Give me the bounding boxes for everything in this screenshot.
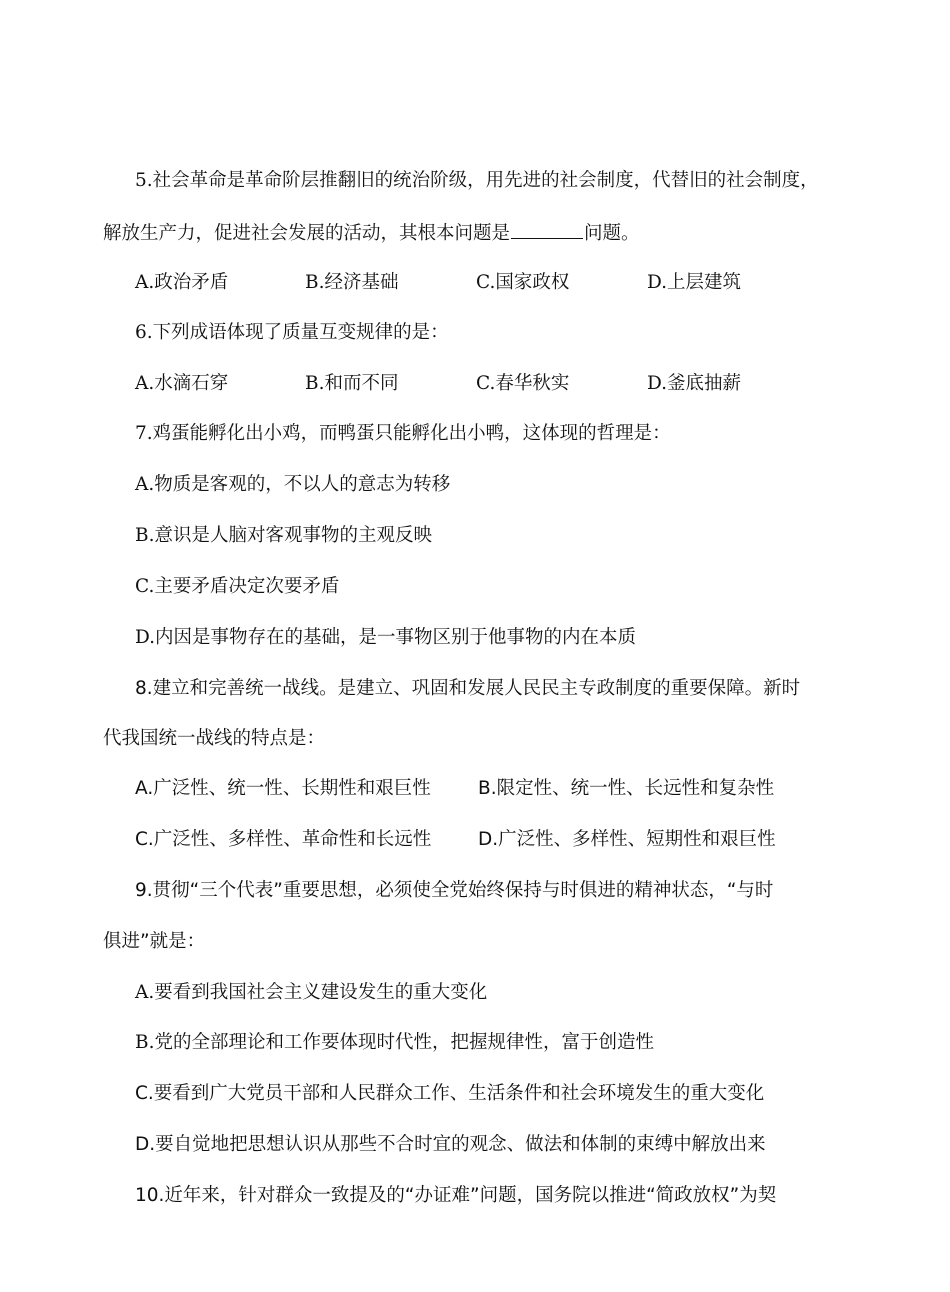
q5-option-a: A.政治矛盾 [135,272,229,293]
q6-option-c: C.春华秋实 [476,373,570,394]
q5-stem-line1: 5.社会革命是革命阶层推翻旧的统治阶级，用先进的社会制度，代替旧的社会制度， [135,170,819,191]
q5-option-d: D.上层建筑 [647,272,742,293]
q7-option-c: C.主要矛盾决定次要矛盾 [135,576,340,597]
q5-stem-text: 解放生产力，促进社会发展的活动，其根本问题是 [103,223,511,244]
q8-stem-line1: 8.建立和完善统一战线。是建立、巩固和发展人民民主专政制度的重要保障。新时 [135,678,801,699]
q6-stem: 6.下列成语体现了质量互变规律的是： [135,322,449,343]
q8-option-c: C.广泛性、多样性、革命性和长远性 [135,829,432,850]
q5-option-c: C.国家政权 [476,272,570,293]
q9-stem-line1: 9.贯彻“三个代表”重要思想，必须使全党始终保持与时俱进的精神状态，“与时 [135,880,774,901]
q7-option-d: D.内因是事物存在的基础，是一事物区别于他事物的内在本质 [135,627,637,648]
q5-stem-line2 [103,220,640,247]
q9-option-d: D.要自觉地把思想认识从那些不合时宜的观念、做法和体制的束缚中解放出来 [135,1134,766,1155]
q6-option-d: D.釜底抽薪 [647,373,742,394]
q8-option-d: D.广泛性、多样性、短期性和艰巨性 [478,829,776,850]
q6-option-b: B.和而不同 [305,373,399,394]
q10-stem-line1: 10.近年来，针对群众一致提及的“办证难”问题，国务院以推进“简政放权”为契 [135,1185,777,1206]
q7-option-a: A.物质是客观的，不以人的意志为转移 [135,474,451,495]
q5-option-b: B.经济基础 [305,272,399,293]
q9-option-a: A.要看到我国社会主义建设发生的重大变化 [135,982,488,1003]
q9-option-c: C.要看到广大党员干部和人民群众工作、生活条件和社会环境发生的重大变化 [135,1083,765,1104]
q7-stem: 7.鸡蛋能孵化出小鸡，而鸭蛋只能孵化出小鸭，这体现的哲理是： [135,423,671,444]
q7-option-b: B.意识是人脑对客观事物的主观反映 [135,525,432,546]
fill-in-blank [511,220,583,239]
q6-option-a: A.水滴石穿 [135,373,229,394]
q8-option-b: B.限定性、统一性、长远性和复杂性 [478,778,775,799]
q9-option-b: B.党的全部理论和工作要体现时代性，把握规律性，富于创造性 [135,1032,654,1053]
q5-stem-suffix: 问题。 [584,223,640,244]
q8-stem-line2: 代我国统一战线的特点是： [103,728,326,749]
q9-stem-line2: 俱进”就是： [103,931,206,952]
q8-option-a: A.广泛性、统一性、长期性和艰巨性 [135,778,431,799]
